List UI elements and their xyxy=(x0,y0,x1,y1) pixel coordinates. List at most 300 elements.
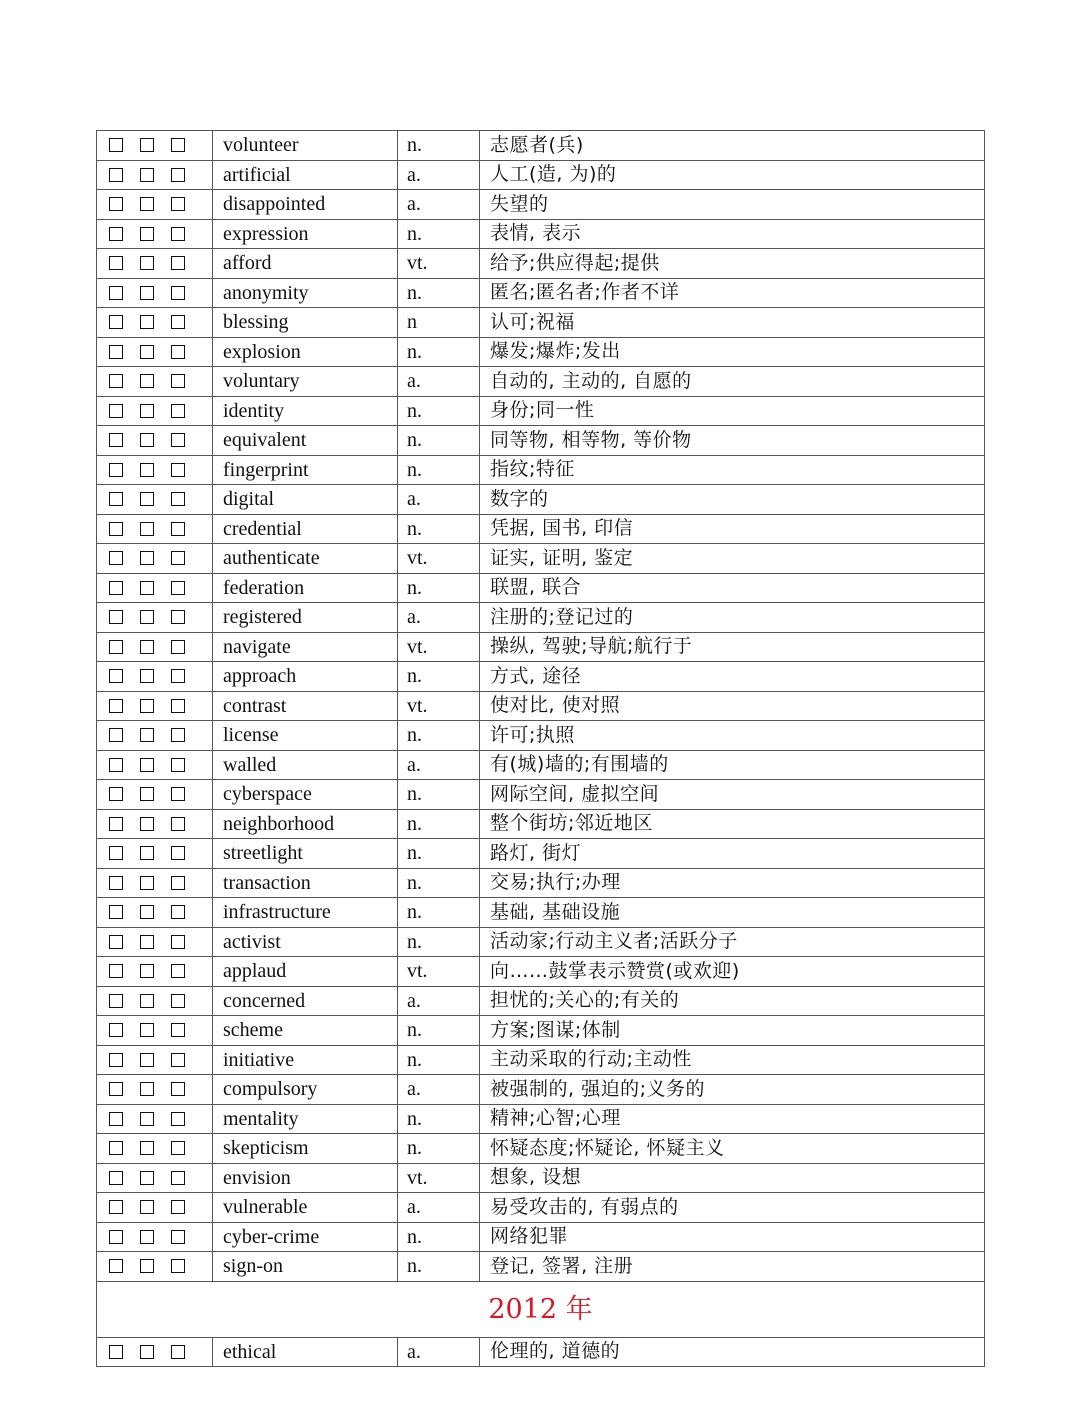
review-checkbox[interactable] xyxy=(140,256,154,270)
part-of-speech: n. xyxy=(398,1252,480,1282)
review-checkboxes xyxy=(97,573,213,603)
review-checkbox[interactable] xyxy=(171,463,185,477)
vocab-row xyxy=(97,1222,985,1252)
vocab-row xyxy=(97,396,985,426)
vocab-row xyxy=(97,1016,985,1046)
vocab-row xyxy=(97,1045,985,1075)
vocab-row xyxy=(97,662,985,692)
vocab-word: compulsory xyxy=(213,1075,398,1105)
part-of-speech: n. xyxy=(398,839,480,869)
vocabulary-rows xyxy=(97,131,985,1282)
part-of-speech: a. xyxy=(398,367,480,397)
part-of-speech: n. xyxy=(398,455,480,485)
part-of-speech: n. xyxy=(398,662,480,692)
chinese-meaning: 路灯, 街灯 xyxy=(480,839,985,869)
review-checkboxes xyxy=(97,1045,213,1075)
chinese-meaning: 操纵, 驾驶;导航;航行于 xyxy=(480,632,985,662)
vocab-row xyxy=(97,485,985,515)
review-checkbox[interactable] xyxy=(109,404,123,418)
chinese-meaning: 被强制的, 强迫的;义务的 xyxy=(480,1075,985,1105)
review-checkbox[interactable] xyxy=(171,286,185,300)
review-checkbox[interactable] xyxy=(171,315,185,329)
review-checkbox[interactable] xyxy=(171,846,185,860)
review-checkbox[interactable] xyxy=(109,492,123,506)
review-checkbox[interactable] xyxy=(171,758,185,772)
review-checkbox[interactable] xyxy=(109,1141,123,1155)
review-checkbox[interactable] xyxy=(140,1200,154,1214)
review-checkbox[interactable] xyxy=(140,846,154,860)
chinese-meaning: 给予;供应得起;提供 xyxy=(480,249,985,279)
review-checkbox[interactable] xyxy=(140,699,154,713)
vocab-row xyxy=(97,809,985,839)
vocab-row xyxy=(97,219,985,249)
review-checkbox[interactable] xyxy=(109,433,123,447)
review-checkboxes xyxy=(97,632,213,662)
vocab-word: identity xyxy=(213,396,398,426)
vocab-word: disappointed xyxy=(213,190,398,220)
chinese-meaning: 认可;祝福 xyxy=(480,308,985,338)
chinese-meaning: 整个街坊;邻近地区 xyxy=(480,809,985,839)
vocab-word: artificial xyxy=(213,160,398,190)
chinese-meaning: 怀疑态度;怀疑论, 怀疑主义 xyxy=(480,1134,985,1164)
vocab-word: concerned xyxy=(213,986,398,1016)
vocab-row xyxy=(97,544,985,574)
review-checkboxes xyxy=(97,249,213,279)
vocab-row xyxy=(97,1193,985,1223)
review-checkbox[interactable] xyxy=(109,168,123,182)
review-checkbox[interactable] xyxy=(140,758,154,772)
review-checkbox[interactable] xyxy=(109,315,123,329)
review-checkboxes xyxy=(97,396,213,426)
review-checkbox[interactable] xyxy=(171,1230,185,1244)
review-checkbox[interactable] xyxy=(171,669,185,683)
review-checkbox[interactable] xyxy=(171,1053,185,1067)
part-of-speech: n. xyxy=(398,1104,480,1134)
vocab-row xyxy=(97,603,985,633)
part-of-speech: n. xyxy=(398,337,480,367)
vocab-word: sign-on xyxy=(213,1252,398,1282)
review-checkbox[interactable] xyxy=(109,286,123,300)
review-checkbox[interactable] xyxy=(171,1345,185,1359)
review-checkbox[interactable] xyxy=(140,581,154,595)
chinese-meaning: 有(城)墙的;有围墙的 xyxy=(480,750,985,780)
vocab-word: envision xyxy=(213,1163,398,1193)
review-checkbox[interactable] xyxy=(171,433,185,447)
vocab-row xyxy=(97,927,985,957)
vocab-word: credential xyxy=(213,514,398,544)
vocab-word: equivalent xyxy=(213,426,398,456)
review-checkbox[interactable] xyxy=(109,551,123,565)
chinese-meaning: 方式, 途径 xyxy=(480,662,985,692)
part-of-speech: vt. xyxy=(398,632,480,662)
vocab-word: contrast xyxy=(213,691,398,721)
review-checkbox[interactable] xyxy=(171,728,185,742)
review-checkbox[interactable] xyxy=(171,551,185,565)
vocab-row xyxy=(97,691,985,721)
chinese-meaning: 志愿者(兵) xyxy=(480,131,985,161)
review-checkbox[interactable] xyxy=(140,905,154,919)
vocab-word: mentality xyxy=(213,1104,398,1134)
review-checkbox[interactable] xyxy=(171,1171,185,1185)
vocab-row xyxy=(97,1134,985,1164)
vocab-word: skepticism xyxy=(213,1134,398,1164)
vocab-word: cyberspace xyxy=(213,780,398,810)
chinese-meaning: 主动采取的行动;主动性 xyxy=(480,1045,985,1075)
review-checkbox[interactable] xyxy=(171,787,185,801)
review-checkboxes xyxy=(97,868,213,898)
review-checkboxes xyxy=(97,721,213,751)
review-checkboxes xyxy=(97,750,213,780)
review-checkbox[interactable] xyxy=(171,345,185,359)
review-checkboxes xyxy=(97,131,213,161)
review-checkbox[interactable] xyxy=(171,1141,185,1155)
part-of-speech: vt. xyxy=(398,249,480,279)
vocab-word: volunteer xyxy=(213,131,398,161)
review-checkbox[interactable] xyxy=(109,1171,123,1185)
vocab-row xyxy=(97,455,985,485)
chinese-meaning: 爆发;爆炸;发出 xyxy=(480,337,985,367)
chinese-meaning: 伦理的, 道德的 xyxy=(480,1337,985,1367)
review-checkbox[interactable] xyxy=(140,168,154,182)
review-checkbox[interactable] xyxy=(171,581,185,595)
review-checkboxes xyxy=(97,1222,213,1252)
vocab-word: digital xyxy=(213,485,398,515)
review-checkbox[interactable] xyxy=(171,138,185,152)
review-checkbox[interactable] xyxy=(109,522,123,536)
vocab-row xyxy=(97,750,985,780)
review-checkbox[interactable] xyxy=(140,964,154,978)
review-checkbox[interactable] xyxy=(140,522,154,536)
year-section-row xyxy=(97,1281,985,1337)
part-of-speech: a. xyxy=(398,750,480,780)
chinese-meaning: 身份;同一性 xyxy=(480,396,985,426)
review-checkbox[interactable] xyxy=(109,138,123,152)
chinese-meaning: 同等物, 相等物, 等价物 xyxy=(480,426,985,456)
review-checkbox[interactable] xyxy=(140,1023,154,1037)
review-checkbox[interactable] xyxy=(140,1259,154,1273)
chinese-meaning: 许可;执照 xyxy=(480,721,985,751)
review-checkboxes xyxy=(97,544,213,574)
review-checkbox[interactable] xyxy=(171,1082,185,1096)
review-checkbox[interactable] xyxy=(140,1112,154,1126)
review-checkbox[interactable] xyxy=(171,404,185,418)
review-checkbox[interactable] xyxy=(140,1171,154,1185)
review-checkbox[interactable] xyxy=(109,197,123,211)
part-of-speech: a. xyxy=(398,1337,480,1367)
review-checkbox[interactable] xyxy=(171,374,185,388)
part-of-speech: vt. xyxy=(398,691,480,721)
chinese-meaning: 方案;图谋;体制 xyxy=(480,1016,985,1046)
review-checkbox[interactable] xyxy=(140,286,154,300)
review-checkbox[interactable] xyxy=(140,1141,154,1155)
part-of-speech: n. xyxy=(398,868,480,898)
review-checkbox[interactable] xyxy=(171,227,185,241)
review-checkbox[interactable] xyxy=(140,463,154,477)
review-checkbox[interactable] xyxy=(109,728,123,742)
part-of-speech: vt. xyxy=(398,544,480,574)
vocab-row xyxy=(97,367,985,397)
review-checkbox[interactable] xyxy=(109,1023,123,1037)
review-checkbox[interactable] xyxy=(109,1259,123,1273)
chinese-meaning: 担忧的;关心的;有关的 xyxy=(480,986,985,1016)
part-of-speech: n. xyxy=(398,780,480,810)
vocab-word: cyber-crime xyxy=(213,1222,398,1252)
review-checkbox[interactable] xyxy=(109,227,123,241)
review-checkbox[interactable] xyxy=(109,846,123,860)
vocab-row xyxy=(97,839,985,869)
review-checkbox[interactable] xyxy=(109,256,123,270)
review-checkboxes xyxy=(97,898,213,928)
review-checkbox[interactable] xyxy=(140,433,154,447)
review-checkbox[interactable] xyxy=(140,492,154,506)
chinese-meaning: 易受攻击的, 有弱点的 xyxy=(480,1193,985,1223)
vocab-row xyxy=(97,721,985,751)
review-checkboxes xyxy=(97,308,213,338)
review-checkboxes xyxy=(97,485,213,515)
review-checkbox[interactable] xyxy=(140,994,154,1008)
vocab-word: federation xyxy=(213,573,398,603)
review-checkbox[interactable] xyxy=(109,463,123,477)
vocab-word: voluntary xyxy=(213,367,398,397)
part-of-speech: n. xyxy=(398,809,480,839)
review-checkbox[interactable] xyxy=(140,610,154,624)
review-checkbox[interactable] xyxy=(109,610,123,624)
review-checkboxes xyxy=(97,1104,213,1134)
part-of-speech: a. xyxy=(398,190,480,220)
chinese-meaning: 交易;执行;办理 xyxy=(480,868,985,898)
review-checkbox[interactable] xyxy=(109,669,123,683)
review-checkboxes xyxy=(97,367,213,397)
vocab-row xyxy=(97,160,985,190)
vocab-word: neighborhood xyxy=(213,809,398,839)
review-checkbox[interactable] xyxy=(171,610,185,624)
review-checkbox[interactable] xyxy=(109,935,123,949)
vocab-word: expression xyxy=(213,219,398,249)
vocab-word: explosion xyxy=(213,337,398,367)
review-checkbox[interactable] xyxy=(140,197,154,211)
review-checkboxes xyxy=(97,190,213,220)
part-of-speech: a. xyxy=(398,986,480,1016)
review-checkbox[interactable] xyxy=(171,817,185,831)
vocab-word: registered xyxy=(213,603,398,633)
vocab-word: scheme xyxy=(213,1016,398,1046)
review-checkbox[interactable] xyxy=(109,964,123,978)
review-checkbox[interactable] xyxy=(171,197,185,211)
review-checkboxes xyxy=(97,603,213,633)
part-of-speech: vt. xyxy=(398,1163,480,1193)
part-of-speech: n. xyxy=(398,396,480,426)
review-checkboxes xyxy=(97,1016,213,1046)
chinese-meaning: 自动的, 主动的, 自愿的 xyxy=(480,367,985,397)
review-checkbox[interactable] xyxy=(171,905,185,919)
chinese-meaning: 网络犯罪 xyxy=(480,1222,985,1252)
review-checkbox[interactable] xyxy=(171,522,185,536)
vocab-word: blessing xyxy=(213,308,398,338)
review-checkboxes xyxy=(97,927,213,957)
review-checkbox[interactable] xyxy=(171,1023,185,1037)
vocab-row xyxy=(97,131,985,161)
review-checkbox[interactable] xyxy=(140,404,154,418)
vocab-word: fingerprint xyxy=(213,455,398,485)
vocab-word: vulnerable xyxy=(213,1193,398,1223)
review-checkbox[interactable] xyxy=(140,227,154,241)
review-checkboxes xyxy=(97,1134,213,1164)
review-checkboxes xyxy=(97,455,213,485)
part-of-speech: n. xyxy=(398,278,480,308)
vocabulary-table xyxy=(96,130,985,1367)
chinese-meaning: 精神;心智;心理 xyxy=(480,1104,985,1134)
chinese-meaning: 指纹;特征 xyxy=(480,455,985,485)
review-checkbox[interactable] xyxy=(140,876,154,890)
chinese-meaning: 注册的;登记过的 xyxy=(480,603,985,633)
part-of-speech: a. xyxy=(398,160,480,190)
part-of-speech: n xyxy=(398,308,480,338)
vocab-word: navigate xyxy=(213,632,398,662)
review-checkbox[interactable] xyxy=(171,699,185,713)
chinese-meaning: 人工(造, 为)的 xyxy=(480,160,985,190)
vocab-row xyxy=(97,337,985,367)
review-checkbox[interactable] xyxy=(109,699,123,713)
review-checkbox[interactable] xyxy=(140,935,154,949)
part-of-speech: n. xyxy=(398,898,480,928)
review-checkboxes xyxy=(97,1252,213,1282)
review-checkbox[interactable] xyxy=(109,758,123,772)
vocab-row xyxy=(97,1104,985,1134)
review-checkbox[interactable] xyxy=(140,345,154,359)
part-of-speech: n. xyxy=(398,131,480,161)
review-checkbox[interactable] xyxy=(109,581,123,595)
vocab-word: initiative xyxy=(213,1045,398,1075)
part-of-speech: n. xyxy=(398,426,480,456)
review-checkbox[interactable] xyxy=(171,492,185,506)
review-checkbox[interactable] xyxy=(109,787,123,801)
review-checkboxes xyxy=(97,514,213,544)
review-checkboxes xyxy=(97,1337,213,1367)
review-checkbox[interactable] xyxy=(140,1053,154,1067)
part-of-speech: n. xyxy=(398,1134,480,1164)
review-checkbox[interactable] xyxy=(140,1230,154,1244)
review-checkbox[interactable] xyxy=(140,551,154,565)
vocab-row xyxy=(97,1337,985,1367)
vocab-word: streetlight xyxy=(213,839,398,869)
part-of-speech: n. xyxy=(398,1045,480,1075)
vocab-row xyxy=(97,426,985,456)
review-checkbox[interactable] xyxy=(109,374,123,388)
vocab-row xyxy=(97,632,985,662)
vocab-word: approach xyxy=(213,662,398,692)
review-checkbox[interactable] xyxy=(109,905,123,919)
vocab-row xyxy=(97,1252,985,1282)
vocab-row xyxy=(97,308,985,338)
review-checkbox[interactable] xyxy=(140,669,154,683)
review-checkbox[interactable] xyxy=(171,640,185,654)
chinese-meaning: 使对比, 使对照 xyxy=(480,691,985,721)
chinese-meaning: 向……鼓掌表示赞赏(或欢迎) xyxy=(480,957,985,987)
part-of-speech: n. xyxy=(398,1222,480,1252)
review-checkboxes xyxy=(97,160,213,190)
vocab-word: infrastructure xyxy=(213,898,398,928)
review-checkbox[interactable] xyxy=(109,345,123,359)
review-checkbox[interactable] xyxy=(140,138,154,152)
review-checkbox[interactable] xyxy=(140,374,154,388)
chinese-meaning: 联盟, 联合 xyxy=(480,573,985,603)
vocab-word: license xyxy=(213,721,398,751)
part-of-speech: a. xyxy=(398,1193,480,1223)
review-checkbox[interactable] xyxy=(171,1259,185,1273)
review-checkbox[interactable] xyxy=(109,1112,123,1126)
review-checkbox[interactable] xyxy=(171,1200,185,1214)
review-checkbox[interactable] xyxy=(109,1230,123,1244)
review-checkbox[interactable] xyxy=(171,168,185,182)
vocab-row xyxy=(97,868,985,898)
chinese-meaning: 登记, 签署, 注册 xyxy=(480,1252,985,1282)
review-checkbox[interactable] xyxy=(109,640,123,654)
vocab-word: ethical xyxy=(213,1337,398,1367)
chinese-meaning: 活动家;行动主义者;活跃分子 xyxy=(480,927,985,957)
chinese-meaning: 证实, 证明, 鉴定 xyxy=(480,544,985,574)
review-checkboxes xyxy=(97,426,213,456)
chinese-meaning: 失望的 xyxy=(480,190,985,220)
vocab-row xyxy=(97,249,985,279)
review-checkbox[interactable] xyxy=(171,876,185,890)
review-checkbox[interactable] xyxy=(140,728,154,742)
review-checkbox[interactable] xyxy=(140,640,154,654)
vocab-word: activist xyxy=(213,927,398,957)
part-of-speech: n. xyxy=(398,514,480,544)
review-checkbox[interactable] xyxy=(140,315,154,329)
review-checkbox[interactable] xyxy=(109,994,123,1008)
review-checkbox[interactable] xyxy=(140,1082,154,1096)
review-checkbox[interactable] xyxy=(171,256,185,270)
review-checkboxes xyxy=(97,1163,213,1193)
part-of-speech: a. xyxy=(398,1075,480,1105)
review-checkboxes xyxy=(97,986,213,1016)
part-of-speech: n. xyxy=(398,1016,480,1046)
review-checkboxes xyxy=(97,219,213,249)
part-of-speech: n. xyxy=(398,721,480,751)
part-of-speech: vt. xyxy=(398,957,480,987)
review-checkbox[interactable] xyxy=(171,964,185,978)
review-checkbox[interactable] xyxy=(109,1053,123,1067)
review-checkbox[interactable] xyxy=(109,817,123,831)
chinese-meaning: 表情, 表示 xyxy=(480,219,985,249)
vocab-word: walled xyxy=(213,750,398,780)
review-checkbox[interactable] xyxy=(109,1345,123,1359)
review-checkbox[interactable] xyxy=(140,787,154,801)
review-checkboxes xyxy=(97,957,213,987)
review-checkbox[interactable] xyxy=(171,935,185,949)
review-checkbox[interactable] xyxy=(109,876,123,890)
vocab-word: transaction xyxy=(213,868,398,898)
vocabulary-rows-2012 xyxy=(97,1337,985,1367)
review-checkbox[interactable] xyxy=(140,817,154,831)
review-checkbox[interactable] xyxy=(109,1200,123,1214)
vocab-row xyxy=(97,1163,985,1193)
review-checkbox[interactable] xyxy=(171,1112,185,1126)
vocab-row xyxy=(97,573,985,603)
review-checkbox[interactable] xyxy=(109,1082,123,1096)
review-checkbox[interactable] xyxy=(140,1345,154,1359)
review-checkbox[interactable] xyxy=(171,994,185,1008)
vocab-row xyxy=(97,278,985,308)
chinese-meaning: 基础, 基础设施 xyxy=(480,898,985,928)
review-checkboxes xyxy=(97,1075,213,1105)
vocabulary-sheet xyxy=(96,130,985,1367)
chinese-meaning: 想象, 设想 xyxy=(480,1163,985,1193)
part-of-speech: n. xyxy=(398,573,480,603)
review-checkboxes xyxy=(97,337,213,367)
vocab-row xyxy=(97,898,985,928)
